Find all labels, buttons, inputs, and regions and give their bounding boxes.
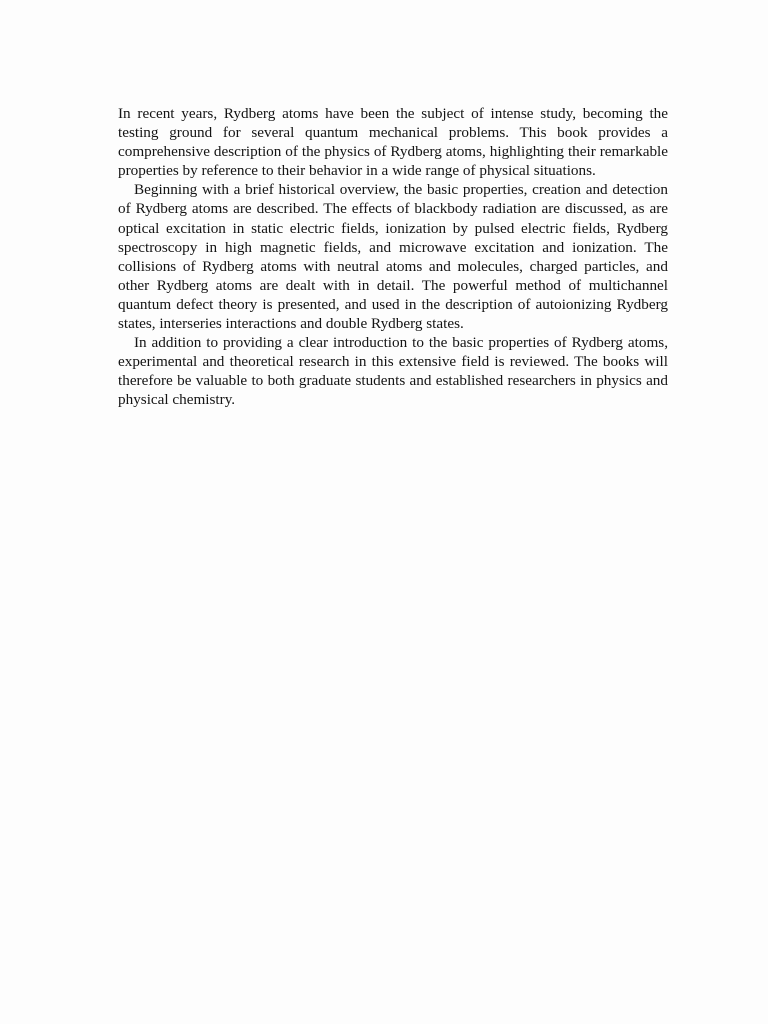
paragraph-contents: Beginning with a brief historical overview, the basic properties, creation and detection of Rydberg atoms are described. The effects of blackbody radiation are discussed, as are optical excitation in static electric fields, ionization by pulsed electric fields, Rydberg spectroscopy in high magnetic fields, and microwave excitation and ionization. The collisions of Rydberg atoms with neutral atoms and molecules, charged particles, and other Rydberg atoms are dealt with in detail. The powerful method of multichannel quantum defect theory is presented, and used in the description of autoionizing Rydberg states, interseries interactions and double Rydberg states. [118, 181, 668, 333]
paragraph-intro: In recent years, Rydberg atoms have been the subject of intense study, becoming the testing ground for several quantum mechanical problems. This book provides a comprehensive description of the physics of Rydberg atoms, highlighting their remarkable properties by reference to their behavior in a wide range of physical situations. [118, 105, 668, 180]
book-description [118, 104, 668, 410]
paragraph-audience: In addition to providing a clear introduction to the basic properties of Rydberg atoms, experimental and theoretical research in this extensive field is reviewed. The books will therefore be valuable to both graduate students and established researchers in physics and physical chemistry. [118, 334, 668, 409]
